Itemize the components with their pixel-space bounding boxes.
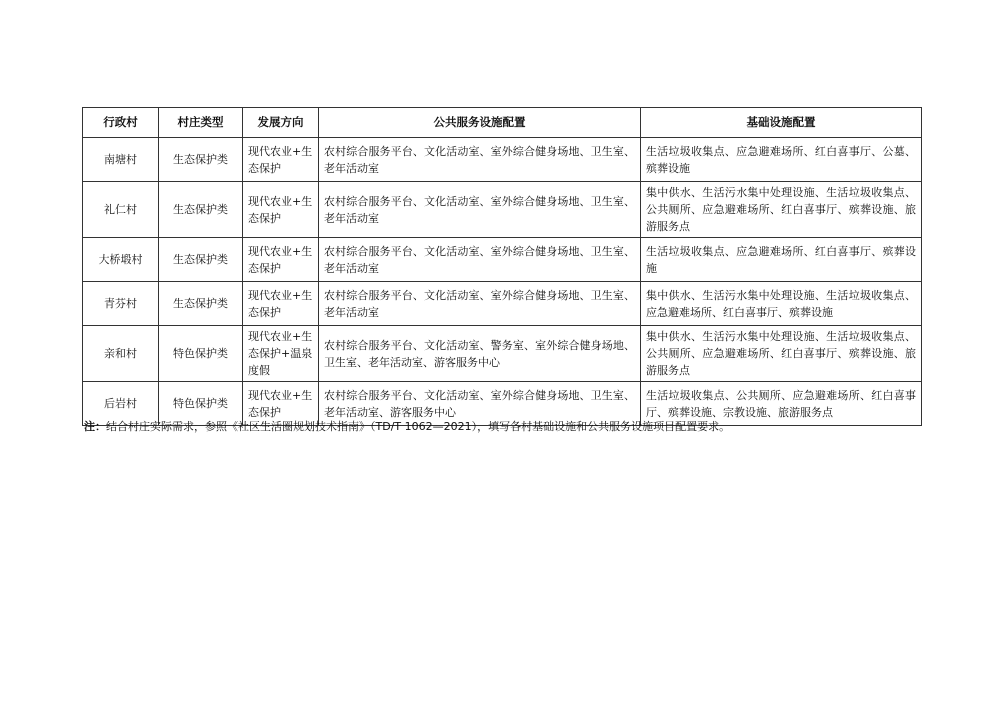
table-row bbox=[83, 238, 922, 282]
header-village: 行政村 bbox=[83, 108, 159, 138]
table-row bbox=[83, 182, 922, 238]
header-village-type: 村庄类型 bbox=[159, 108, 243, 138]
cell-infrastructure: 集中供水、生活污水集中处理设施、生活垃圾收集点、公共厕所、应急避难场所、红白喜事厅、殡葬设施、旅游服务点 bbox=[641, 182, 922, 238]
cell-development-direction: 现代农业+生态保护 bbox=[243, 182, 319, 238]
cell-infrastructure: 集中供水、生活污水集中处理设施、生活垃圾收集点、公共厕所、应急避难场所、红白喜事厅、殡葬设施、旅游服务点 bbox=[641, 326, 922, 382]
header-public-service-facilities: 公共服务设施配置 bbox=[319, 108, 641, 138]
cell-development-direction: 现代农业+生态保护 bbox=[243, 138, 319, 182]
table-row bbox=[83, 282, 922, 326]
cell-public-service-facilities: 农村综合服务平台、文化活动室、室外综合健身场地、卫生室、老年活动室 bbox=[319, 282, 641, 326]
cell-village-type: 生态保护类 bbox=[159, 182, 243, 238]
cell-village: 南塘村 bbox=[83, 138, 159, 182]
cell-development-direction: 现代农业+生态保护 bbox=[243, 382, 319, 426]
cell-infrastructure: 生活垃圾收集点、应急避难场所、红白喜事厅、公墓、殡葬设施 bbox=[641, 138, 922, 182]
cell-village-type: 生态保护类 bbox=[159, 238, 243, 282]
cell-village-type: 特色保护类 bbox=[159, 382, 243, 426]
table-row bbox=[83, 326, 922, 382]
cell-village: 礼仁村 bbox=[83, 182, 159, 238]
cell-public-service-facilities: 农村综合服务平台、文化活动室、室外综合健身场地、卫生室、老年活动室 bbox=[319, 138, 641, 182]
header-development-direction: 发展方向 bbox=[243, 108, 319, 138]
cell-village-type: 生态保护类 bbox=[159, 282, 243, 326]
cell-development-direction: 现代农业+生态保护 bbox=[243, 282, 319, 326]
cell-village-type: 生态保护类 bbox=[159, 138, 243, 182]
table-footnote bbox=[84, 419, 964, 435]
header-infrastructure: 基础设施配置 bbox=[641, 108, 922, 138]
cell-infrastructure: 集中供水、生活污水集中处理设施、生活垃圾收集点、应急避难场所、红白喜事厅、殡葬设施 bbox=[641, 282, 922, 326]
cell-public-service-facilities: 农村综合服务平台、文化活动室、室外综合健身场地、卫生室、老年活动室 bbox=[319, 182, 641, 238]
cell-village: 大桥塅村 bbox=[83, 238, 159, 282]
cell-village: 后岩村 bbox=[83, 382, 159, 426]
cell-infrastructure: 生活垃圾收集点、公共厕所、应急避难场所、红白喜事厅、殡葬设施、宗教设施、旅游服务点 bbox=[641, 382, 922, 426]
cell-village-type: 特色保护类 bbox=[159, 326, 243, 382]
cell-village: 青芬村 bbox=[83, 282, 159, 326]
cell-village: 亲和村 bbox=[83, 326, 159, 382]
footnote-text: 结合村庄实际需求，参照《社区生活圈规划技术指南》（TD/T 1062—2021），填写各村基础设施和公共服务设施项目配置要求。 bbox=[106, 420, 731, 433]
table-row bbox=[83, 138, 922, 182]
table-header-row bbox=[83, 108, 922, 138]
footnote-label: 注： bbox=[84, 420, 106, 433]
cell-public-service-facilities: 农村综合服务平台、文化活动室、警务室、室外综合健身场地、卫生室、老年活动室、游客服务中心 bbox=[319, 326, 641, 382]
cell-development-direction: 现代农业+生态保护+温泉度假 bbox=[243, 326, 319, 382]
cell-public-service-facilities: 农村综合服务平台、文化活动室、室外综合健身场地、卫生室、老年活动室 bbox=[319, 238, 641, 282]
facility-configuration-table bbox=[82, 107, 922, 426]
cell-infrastructure: 生活垃圾收集点、应急避难场所、红白喜事厅、殡葬设施 bbox=[641, 238, 922, 282]
cell-development-direction: 现代农业+生态保护 bbox=[243, 238, 319, 282]
cell-public-service-facilities: 农村综合服务平台、文化活动室、室外综合健身场地、卫生室、老年活动室、游客服务中心 bbox=[319, 382, 641, 426]
